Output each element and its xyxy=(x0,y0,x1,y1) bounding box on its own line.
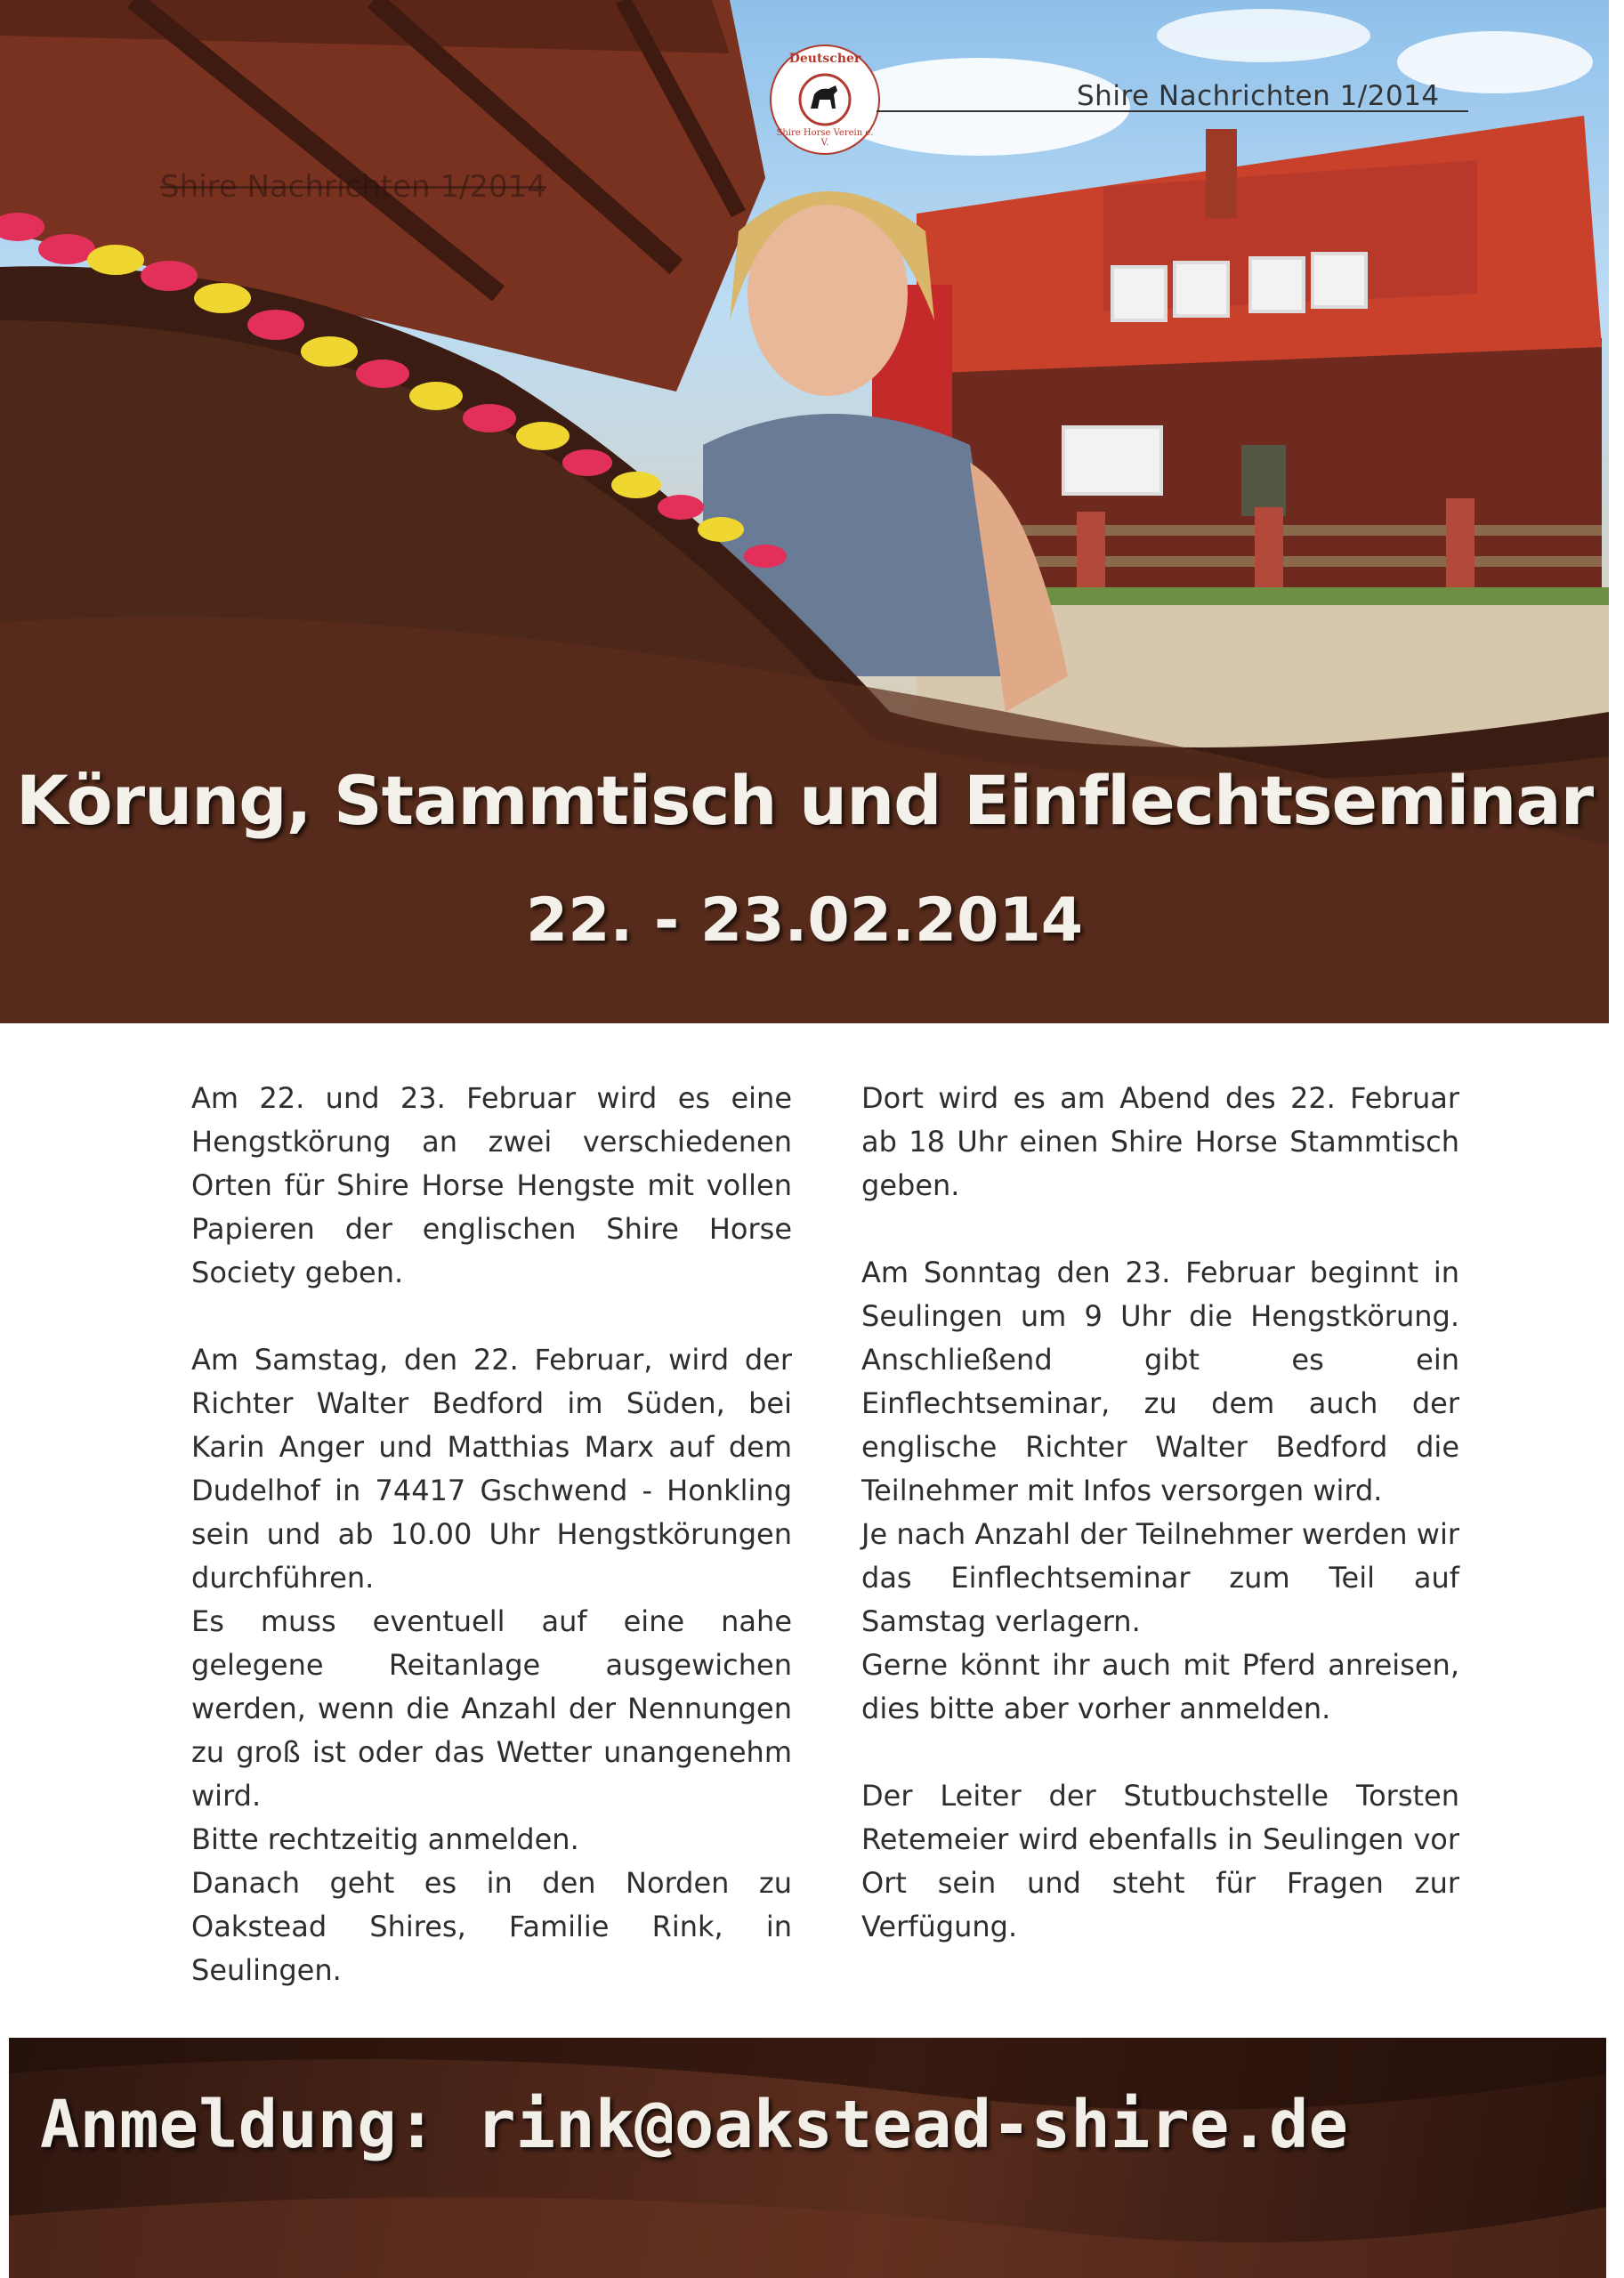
hero-illustration xyxy=(0,0,1609,1023)
paragraph: Gerne könnt ihr auch mit Pferd anreisen, dies bitte aber vorher anmelden. xyxy=(861,1648,1459,1725)
horse-logo-icon xyxy=(798,73,852,126)
logo-text-top: Deutscher xyxy=(788,52,861,66)
paragraph: Je nach Anzahl der Teilnehmer werden wir das Einflechtseminar zum Teil auf Samstag verlagern. xyxy=(861,1517,1459,1638)
left-text-column xyxy=(191,1077,792,1992)
paragraph-gap xyxy=(191,1295,792,1338)
event-title: Körung, Stammtisch und Einflechtseminar xyxy=(15,761,1594,840)
registration-email[interactable]: Anmeldung: rink@oakstead-shire.de xyxy=(39,2087,1349,2163)
paragraph: Bitte rechtzeitig anmelden. xyxy=(191,1822,579,1856)
logo-text-bottom: Shire Horse Verein e. V. xyxy=(776,128,874,148)
paragraph: Der Leiter der Stutbuchstelle Torsten Retemeier wird ebenfalls in Seulingen vor Ort sein und steht für Fragen zur Verfügung. xyxy=(861,1779,1459,1943)
paragraph-gap xyxy=(861,1208,1459,1251)
ghost-header-text: Shire Nachrichten 1/2014 xyxy=(160,169,546,205)
society-logo xyxy=(770,44,880,155)
event-date: 22. - 23.02.2014 xyxy=(525,885,1084,956)
paragraph: Am Sonntag den 23. Februar beginnt in Seulingen um 9 Uhr die Hengstkörung. Anschließend gibt es ein Einflechtseminar, zu dem auch der englische Richter Walter Bedford die Teilnehmer mit Infos versorgen wird. xyxy=(861,1256,1459,1507)
paragraph: Es muss eventuell auf eine nahe gelegene Reitanlage ausgewichen werden, wenn die Anzahl der Nennungen zu groß ist oder das Wetter unangenehm wird. xyxy=(191,1604,792,1813)
paragraph: Danach geht es in den Norden zu Oakstead Shires, Familie Rink, in Seulingen. xyxy=(191,1866,792,1987)
paragraph: Dort wird es am Abend des 22. Februar ab 18 Uhr einen Shire Horse Stammtisch geben. xyxy=(861,1081,1459,1202)
hero-photo xyxy=(0,0,1609,1023)
paragraph: Am Samstag, den 22. Februar, wird der Richter Walter Bedford im Süden, bei Karin Anger und Matthias Marx auf dem Dudelhof in 74417 Gschwend - Honkling sein und ab 10.00 Uhr Hengstkörungen durchführen. xyxy=(191,1343,792,1595)
newsletter-title: Shire Nachrichten 1/2014 xyxy=(1077,80,1440,112)
paragraph: Am 22. und 23. Februar wird es eine Hengstkörung an zwei verschiedenen Orten für Shire Horse Hengste mit vollen Papieren der englischen Shire Horse Society geben. xyxy=(191,1081,792,1289)
right-text-column xyxy=(861,1077,1459,1949)
paragraph-gap xyxy=(861,1731,1459,1774)
